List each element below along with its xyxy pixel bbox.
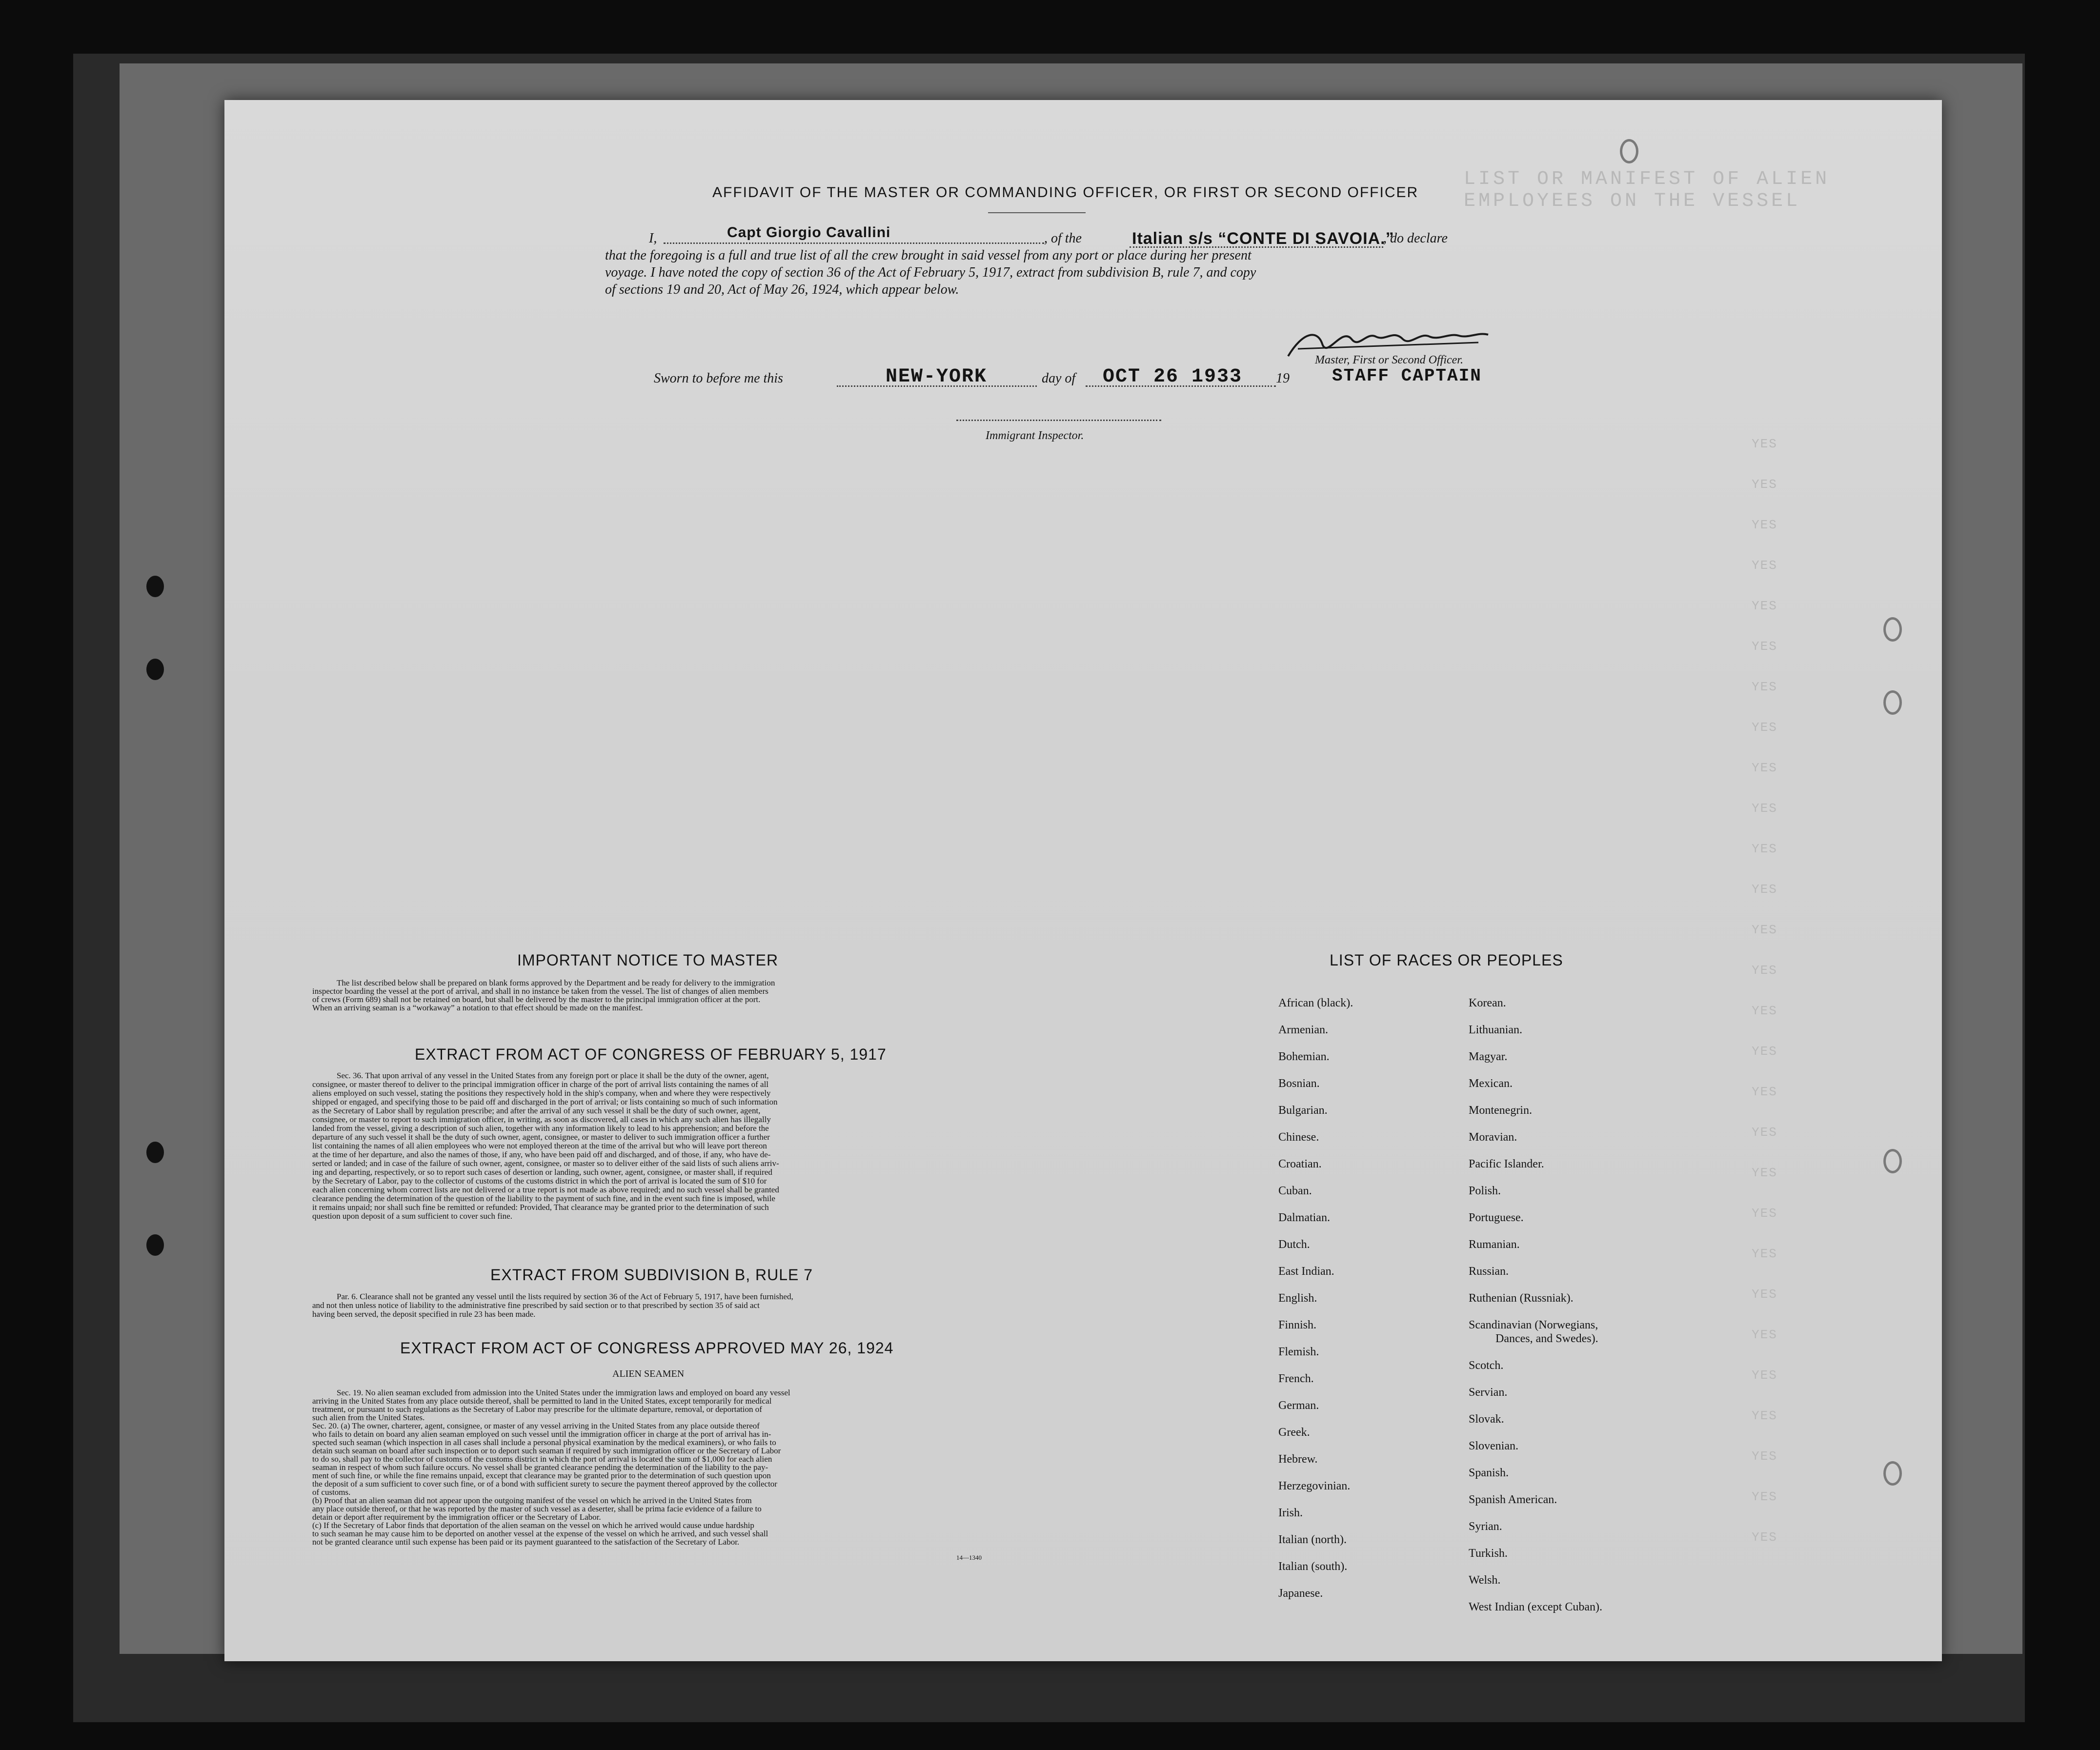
race-item: Portuguese. xyxy=(1469,1211,1524,1224)
race-item: Korean. xyxy=(1469,997,1506,1009)
race-item: Mexican. xyxy=(1469,1077,1513,1090)
race-item: East Indian. xyxy=(1278,1265,1334,1278)
text-line: at the time of her departure, and also the names of those, if any, who have been paid off and discharged, and of those, if any, who have de- xyxy=(312,1150,771,1159)
bleed-through-heading: LIST OR MANIFEST OF ALIEN EMPLOYEES ON THE VESSEL xyxy=(1464,168,1830,212)
race-item: Scotch. xyxy=(1469,1359,1504,1372)
text-line: Sec. 19. No alien seaman excluded from admission into the United States under the immigration laws and employed on board any vessel xyxy=(337,1388,790,1397)
extract-1917-title: EXTRACT FROM ACT OF CONGRESS OF FEBRUARY 5, 1917 xyxy=(415,1046,887,1063)
text-line: as the Secretary of Labor shall by regulation prescribe; and after the arrival of any such vessel it shall be the duty of such owner, agent, xyxy=(312,1106,761,1115)
text-line: not be granted clearance until such expense has been paid or its payment guaranteed to the satisfaction of the Secretary of Labor. xyxy=(312,1537,740,1547)
race-item: Dalmatian. xyxy=(1278,1211,1330,1224)
text-line: serted or landed; and in case of the failure of such owner, agent, consignee, or master so to deliver either of the said lists of such aliens arriv- xyxy=(312,1159,779,1168)
bleed-through-row: YES xyxy=(1752,680,1777,694)
ring-hole xyxy=(1620,139,1638,163)
race-item: Chinese. xyxy=(1278,1131,1319,1144)
bleed-through-row: YES xyxy=(1752,1328,1777,1342)
text-line: ing and departing, respectively, or so to report such cases of desertion or landing, such owner, agent, consignee, or master shall, if required xyxy=(312,1167,772,1177)
sworn-text: Sworn to before me this xyxy=(654,371,783,386)
bleed-through-row: YES xyxy=(1752,518,1777,532)
text-line: detain such seaman on board after such inspection or to deport such seaman if required by such immigration officer or the Secretary of Labor xyxy=(312,1446,781,1455)
vessel-name: Italian s/s “CONTE DI SAVOIA.” xyxy=(1132,229,1394,248)
race-item: Hebrew. xyxy=(1278,1453,1318,1466)
bleed-through-row: YES xyxy=(1752,558,1777,573)
bleed-through-row: YES xyxy=(1752,842,1777,856)
race-item: Finnish. xyxy=(1278,1319,1317,1331)
bleed-through-row: YES xyxy=(1752,801,1777,816)
text-line: clearance pending the determination of the question of the liability to the payment of such fine, and in the event such fine is imposed, while xyxy=(312,1194,775,1203)
bleed-through-row: YES xyxy=(1752,1166,1777,1180)
text-line: Sec. 36. That upon arrival of any vessel in the United States from any foreign port or place it shall be the duty of the owner, agent, xyxy=(337,1071,769,1080)
race-item: Flemish. xyxy=(1278,1346,1319,1358)
race-item: Slovak. xyxy=(1469,1413,1504,1426)
text-line: to such seaman he may cause him to be deported on another vessel at the expense of the vessel on which he arrived, and such vessel shall xyxy=(312,1529,768,1538)
signature-caption: Master, First or Second Officer. xyxy=(1315,354,1463,366)
text-line: by the Secretary of Labor, pay to the collector of customs of the customs district in which the port of arrival is located the sum of $10 for xyxy=(312,1176,767,1186)
race-item: Japanese. xyxy=(1278,1587,1323,1600)
races-title: LIST OF RACES OR PEOPLES xyxy=(1330,951,1563,969)
affidavit-line-3: voyage. I have noted the copy of section 36 of the Act of February 5, 1917, extract from subdivision B, rule 7, and copy xyxy=(605,265,1256,280)
race-item: Cuban. xyxy=(1278,1185,1312,1197)
bleed-through-row: YES xyxy=(1752,1206,1777,1221)
extract-1924-title: EXTRACT FROM ACT OF CONGRESS APPROVED MAY 26, 1924 xyxy=(400,1339,894,1357)
ring-hole xyxy=(1883,617,1902,642)
race-item: West Indian (except Cuban). xyxy=(1469,1601,1602,1613)
race-item: Servian. xyxy=(1469,1386,1508,1399)
do-declare-text: , do declare xyxy=(1383,231,1448,246)
form-number: 14—1340 xyxy=(956,1554,982,1561)
race-item: Armenian. xyxy=(1278,1024,1328,1036)
race-item: Italian (north). xyxy=(1278,1533,1347,1546)
day-of-text: day of xyxy=(1042,371,1076,386)
race-item: English. xyxy=(1278,1292,1317,1305)
text-line: having been served, the deposit specified in rule 23 has been made. xyxy=(312,1309,536,1319)
text-line: Sec. 20. (a) The owner, charterer, agent, consignee, or master of any vessel arriving in the United States from any place outside thereof xyxy=(312,1421,760,1430)
binder-hole xyxy=(146,1234,164,1256)
text-line: landed from the vessel, giving a description of such alien, together with any information likely to lead to his apprehension; and before the xyxy=(312,1124,769,1133)
race-item: Spanish. xyxy=(1469,1467,1509,1479)
race-item: Magyar. xyxy=(1469,1050,1508,1063)
bleed-through-row: YES xyxy=(1752,639,1777,654)
race-item: Greek. xyxy=(1278,1426,1310,1439)
bleed-through-row: YES xyxy=(1752,1247,1777,1261)
bleed-through-row: YES xyxy=(1752,477,1777,492)
text-line: and not then unless notice of liability to the administrative fine prescribed by said section or to that prescribed by section 35 of said act xyxy=(312,1301,760,1310)
bleed-through-row: YES xyxy=(1752,1287,1777,1302)
text-line: the deposit of a sum sufficient to cover such fine, or of a bond with sufficient surety to secure the payment thereof approved by the collector xyxy=(312,1479,777,1489)
text-line: to do so, shall pay to the collector of customs of the customs district in which the port of arrival is located the sum of $1,000 for each alien xyxy=(312,1454,772,1464)
text-line: spected such seaman (which inspection in all cases shall include a personal physical examination by the medical examiners), or who fails to xyxy=(312,1438,776,1447)
title-rule xyxy=(988,212,1086,213)
affidavit-title: AFFIDAVIT OF THE MASTER OR COMMANDING OFFICER, OR FIRST OR SECOND OFFICER xyxy=(712,184,1419,201)
race-item: Spanish American. xyxy=(1469,1493,1557,1506)
bleed-through-row: YES xyxy=(1752,963,1777,978)
text-line: inspector boarding the vessel at the port of arrival, and shall in no instance be taken from the vessel. The list of changes of alien members xyxy=(312,986,768,996)
inspector-line xyxy=(956,420,1161,421)
text-line: (b) Proof that an alien seaman did not appear upon the outgoing manifest of the vessel on which he arrived in the United States from xyxy=(312,1496,752,1505)
affidavit-line-2: that the foregoing is a full and true list of all the crew brought in said vessel from any port or place during her present xyxy=(605,248,1252,263)
race-item: Scandinavian (Norwegians, xyxy=(1469,1319,1598,1331)
text-line: list containing the names of all alien employees who were not employed thereon at the time of the arrival but who will leave port thereon xyxy=(312,1141,767,1150)
text-line: The list described below shall be prepared on blank forms approved by the Department and be ready for delivery to the immigration xyxy=(337,978,775,987)
race-item: Moravian. xyxy=(1469,1131,1517,1144)
text-line: detain or deport after requirement by the immigration officer or the Secretary of Labor. xyxy=(312,1512,601,1522)
race-item: Bohemian. xyxy=(1278,1050,1330,1063)
affidavit-page xyxy=(224,100,1942,1661)
race-item: Montenegrin. xyxy=(1469,1104,1532,1117)
bleed-through-row: YES xyxy=(1752,1085,1777,1099)
text-line: arriving in the United States from any place outside thereof, shall be permitted to land in the United States, except temporarily for medical xyxy=(312,1396,772,1406)
race-item: Pacific Islander. xyxy=(1469,1158,1544,1170)
ring-hole xyxy=(1883,1461,1902,1486)
bleed-through-row: YES xyxy=(1752,1408,1777,1423)
race-item: German. xyxy=(1278,1399,1319,1412)
race-item: Bulgarian. xyxy=(1278,1104,1328,1117)
text-line: (c) If the Secretary of Labor finds that deportation of the alien seaman on the vessel on which he arrived would cause undue hardship xyxy=(312,1521,754,1530)
affidavit-i: I, xyxy=(649,231,657,246)
race-item: Lithuanian. xyxy=(1469,1024,1522,1036)
race-item: Ruthenian (Russniak). xyxy=(1469,1292,1574,1305)
race-item: Rumanian. xyxy=(1469,1238,1520,1251)
race-item: Welsh. xyxy=(1469,1574,1501,1587)
text-line: each alien concerning whom correct lists are not delivered or a true report is not made as above required; and no such vessel shall be granted xyxy=(312,1185,779,1194)
text-line: Par. 6. Clearance shall not be granted any vessel until the lists required by section 36 of the Act of February 5, 1917, have been furnished, xyxy=(337,1292,793,1301)
place-stamp: NEW-YORK xyxy=(886,366,988,388)
bleed-through-row: YES xyxy=(1752,1530,1777,1545)
race-item: Turkish. xyxy=(1469,1547,1508,1560)
race-item: Italian (south). xyxy=(1278,1560,1348,1573)
master-name: Capt Giorgio Cavallini xyxy=(727,224,891,241)
race-item: Russian. xyxy=(1469,1265,1509,1278)
rule7-title: EXTRACT FROM SUBDIVISION B, RULE 7 xyxy=(490,1266,813,1284)
bleed-through-row: YES xyxy=(1752,882,1777,897)
race-item: African (black). xyxy=(1278,997,1353,1009)
text-line: of crews (Form 689) shall not be retained on board, but shall be delivered by the master to the principal immigration officer at the port. xyxy=(312,995,761,1004)
rank-stamp: STAFF CAPTAIN xyxy=(1332,366,1482,386)
date-stamp: OCT 26 1933 xyxy=(1103,366,1243,388)
bleed-through-row: YES xyxy=(1752,1368,1777,1383)
bleed-through-row: YES xyxy=(1752,720,1777,735)
extract-1924-subtitle: ALIEN SEAMEN xyxy=(612,1368,685,1379)
race-item: Dutch. xyxy=(1278,1238,1310,1251)
ring-hole xyxy=(1883,690,1902,715)
race-item: Herzegovinian. xyxy=(1278,1480,1351,1492)
notice-title: IMPORTANT NOTICE TO MASTER xyxy=(517,951,779,969)
bleed-through-row: YES xyxy=(1752,1004,1777,1018)
binder-hole xyxy=(146,659,164,680)
text-line: When an arriving seaman is a “workaway” a notation to that effect should be made on the manifest. xyxy=(312,1003,643,1012)
inspector-caption: Immigrant Inspector. xyxy=(986,429,1084,442)
race-item: Bosnian. xyxy=(1278,1077,1320,1090)
race-item: French. xyxy=(1278,1372,1314,1385)
race-item: Croatian. xyxy=(1278,1158,1322,1170)
text-line: aliens employed on such vessel, stating the positions they respectively hold in the ship's company, when and where they were respectively xyxy=(312,1088,771,1098)
race-item: Syrian. xyxy=(1469,1520,1502,1533)
bleed-through-row: YES xyxy=(1752,437,1777,451)
text-line: ment of such fine, or while the fine remains unpaid, except that clearance may be granted prior to the determination of such question upon xyxy=(312,1471,771,1480)
bleed-through-row: YES xyxy=(1752,599,1777,613)
text-line: of customs. xyxy=(312,1488,351,1497)
text-line: it remains unpaid; nor shall such fine be remitted or refunded: Provided, That clearance may be granted prior to the determination of such xyxy=(312,1203,769,1212)
of-the-text: , of the xyxy=(1044,231,1082,246)
year-prefix: 19 xyxy=(1276,371,1290,386)
text-line: seaman in respect of whom such failure occurs. No vessel shall be granted clearance pending the determination of the liability to the pay- xyxy=(312,1463,768,1472)
race-item: Slovenian. xyxy=(1469,1440,1518,1452)
affidavit-line-4: of sections 19 and 20, Act of May 26, 1924, which appear below. xyxy=(605,282,959,297)
bleed-through-row: YES xyxy=(1752,1489,1777,1504)
bleed-through-row: YES xyxy=(1752,1125,1777,1140)
master-name-line xyxy=(664,242,1044,244)
binder-hole xyxy=(146,576,164,597)
text-line: such alien from the United States. xyxy=(312,1413,425,1422)
race-item: Dances, and Swedes). xyxy=(1495,1332,1598,1345)
race-item: Polish. xyxy=(1469,1185,1501,1197)
text-line: consignee, or master thereof to deliver to the principal immigration officer in charge of the port of arrival lists containing the names of all xyxy=(312,1080,769,1089)
text-line: question upon deposit of a sum sufficient to cover such fine. xyxy=(312,1211,512,1221)
bleed-through-row: YES xyxy=(1752,1044,1777,1059)
bleed-through-row: YES xyxy=(1752,761,1777,775)
text-line: consignee, or master to report to such immigration officer, in writing, as soon as discovered, all cases in which any such alien has illegally xyxy=(312,1115,771,1124)
text-line: shipped or engaged, and specifying those to be paid off and discharged in the port of arrival; or lists containing so much of such information xyxy=(312,1097,778,1106)
binder-hole xyxy=(146,1142,164,1163)
race-item: Irish. xyxy=(1278,1507,1303,1519)
text-line: departure of any such vessel it shall be the duty of such owner, agent, consignee, or master to deliver to such immigration officer a further xyxy=(312,1132,770,1142)
ring-hole xyxy=(1883,1149,1902,1173)
text-line: treatment, or pursuant to such regulations as the Secretary of Labor may prescribe for the ultimate departure, removal, or deportation of xyxy=(312,1405,762,1414)
bleed-through-row: YES xyxy=(1752,1449,1777,1464)
text-line: who fails to detain on board any alien seaman employed on such vessel until the immigration officer in charge at the port of arrival has in- xyxy=(312,1429,771,1439)
bleed-through-row: YES xyxy=(1752,923,1777,937)
text-line: any place outside thereof, or that he was reported by the master of such vessel as a deserter, shall be prima facie evidence of a failure to xyxy=(312,1504,762,1513)
